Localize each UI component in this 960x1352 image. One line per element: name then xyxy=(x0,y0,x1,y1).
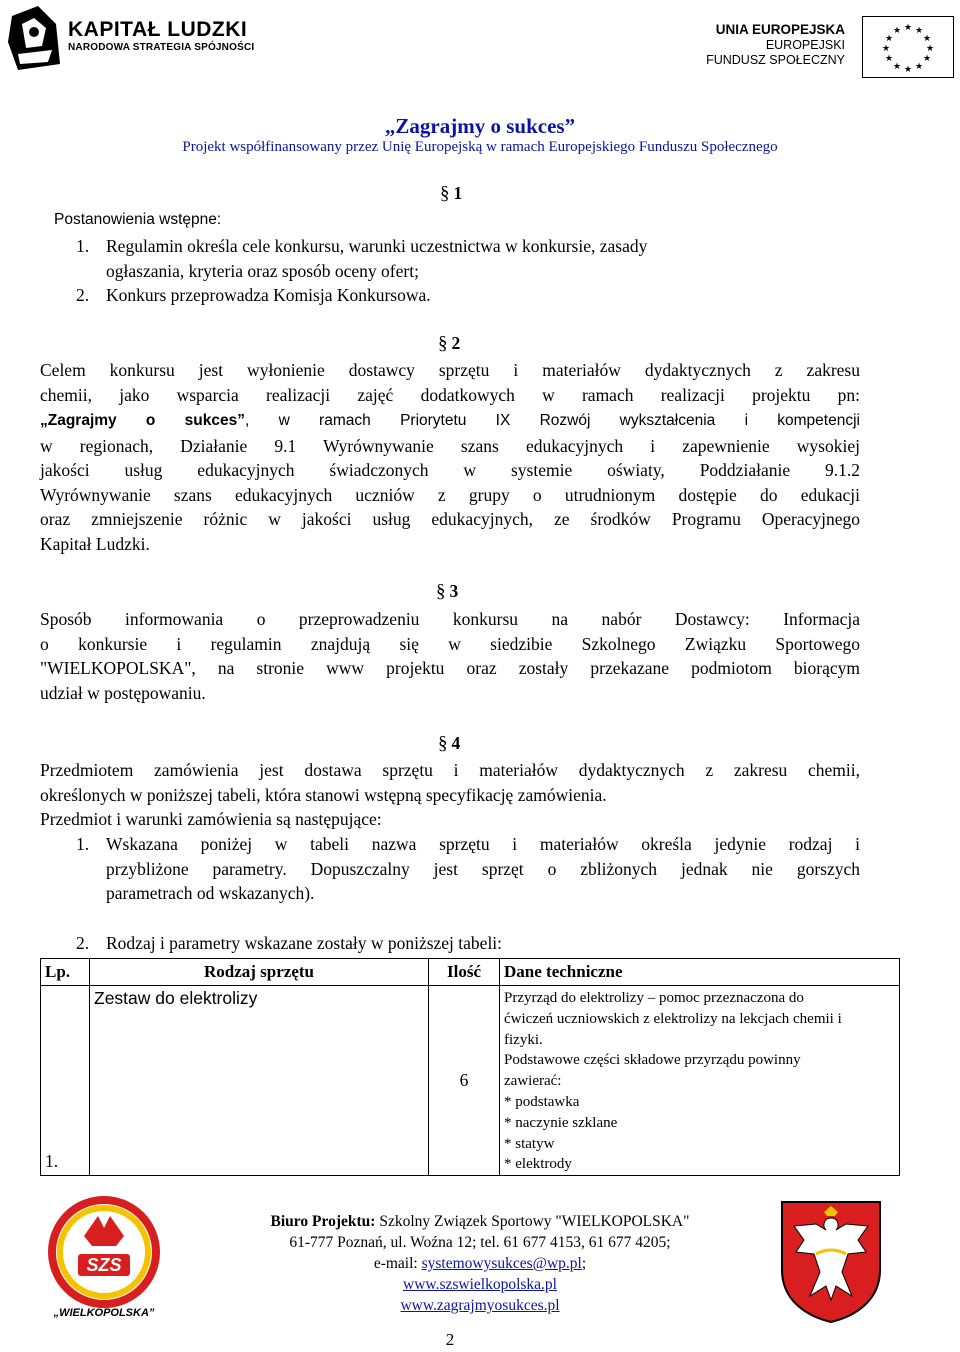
svg-text:★: ★ xyxy=(892,26,902,36)
eu-line-3: FUNDUSZ SPOŁECZNY xyxy=(706,53,845,67)
footer-web-1 xyxy=(200,1276,760,1295)
svg-text:★: ★ xyxy=(892,62,902,72)
kapital-ludzki-emblem-icon xyxy=(8,6,60,70)
kapital-ludzki-title: KAPITAŁ LUDZKI xyxy=(68,18,248,41)
header-lp: Lp. xyxy=(41,959,90,986)
page-number: 2 xyxy=(445,1330,455,1349)
footer-email: e-mail: systemowysukces@wp.pl; xyxy=(373,1255,587,1272)
email-link[interactable]: systemowysukces@wp.pl xyxy=(421,1255,582,1272)
section-4-heading: § 4 xyxy=(438,733,461,754)
eu-flag-icon xyxy=(862,16,954,78)
header-name: Rodzaj sprzętu xyxy=(90,959,429,986)
footer-address: 61-777 Poznań, ul. Woźna 12; tel. 61 677 4153, 61 677 4205; xyxy=(289,1234,671,1251)
section-1-item-2-text: Konkurs przeprowadza Komisja Konkursowa. xyxy=(106,285,431,305)
row-lp: 1. xyxy=(41,986,90,1176)
svg-text:★: ★ xyxy=(922,34,932,44)
kapital-ludzki-subtitle: NARODOWA STRATEGIA SPÓJNOŚCI xyxy=(68,42,255,53)
eu-line-1: UNIA EUROPEJSKA xyxy=(715,22,845,37)
szs-logo-text: SZS xyxy=(86,1255,122,1275)
footer-web-2 xyxy=(200,1297,760,1316)
equipment-table xyxy=(40,958,900,1176)
svg-text:★: ★ xyxy=(884,54,894,64)
header-tech: Dane techniczne xyxy=(500,959,900,986)
footer-office: Biuro Projektu: Szkolny Związek Sportowy "WIELKOPOLSKA" xyxy=(270,1213,690,1230)
eu-line-2: EUROPEJSKI xyxy=(765,37,845,52)
section-3-heading: § 3 xyxy=(436,581,459,602)
szs-logo-icon xyxy=(46,1196,162,1320)
project-title: „Zagrajmy o sukces” xyxy=(384,114,576,138)
section-4-item-2-num: 2. xyxy=(76,933,90,953)
section-1-item-2-num: 2. xyxy=(76,285,90,305)
section-1-item-1-text: Regulamin określa cele konkursu, warunki uczestnictwa w konkursie, zasady ogłaszania, kryteria oraz sposób oceny ofert; xyxy=(106,236,648,281)
wielkopolska-coat-of-arms-icon xyxy=(780,1200,882,1324)
svg-text:★: ★ xyxy=(903,65,913,75)
section-3-body: Sposób informowania o przeprowadzeniu konkursu na nabór Dostawcy: Informacja o konkursie i regulamin znajdują się w siedzibie Szkolnego Związku Sportowego "WIELKOPOLSKA", na stronie www projektu oraz zostały przekazane podmiotom biorącym udział w postępowaniu. xyxy=(40,609,860,703)
section-2-heading: § 2 xyxy=(438,333,461,354)
szs-logo-caption: „WIELKOPOLSKA” xyxy=(53,1307,155,1319)
project-website-link[interactable]: www.zagrajmyosukces.pl xyxy=(400,1297,560,1314)
header-qty: Ilość xyxy=(429,959,500,986)
section-4-item-1-num: 1. xyxy=(76,834,90,854)
row-qty: 6 xyxy=(429,986,500,1176)
section-1-item-1: 1. xyxy=(76,236,90,256)
project-subtitle: Projekt współfinansowany przez Unię Europejską w ramach Europejskiego Funduszu Społecznego xyxy=(182,139,778,155)
table-row xyxy=(41,986,900,1176)
section-4-item-2-text: Rodzaj i parametry wskazane zostały w poniższej tabeli: xyxy=(106,933,503,953)
section-4-body: Przedmiotem zamówienia jest dostawa sprzętu i materiałów dydaktycznych z zakresu chemii, określonych w poniższej tabeli, która stanowi wstępną specyfikację zamówienia. Przedmiot i warunki zamówienia są następujące: xyxy=(40,760,860,829)
svg-text:★: ★ xyxy=(884,34,894,44)
kapital-ludzki-logo xyxy=(8,6,268,70)
svg-text:★: ★ xyxy=(925,44,935,54)
row-name: Zestaw do elektrolizy xyxy=(90,986,429,1176)
table-header-row xyxy=(41,959,900,986)
svg-text:★: ★ xyxy=(922,54,932,64)
svg-text:★: ★ xyxy=(914,62,924,72)
section-1-intro: Postanowienia wstępne: xyxy=(54,211,222,228)
svg-text:★: ★ xyxy=(903,23,913,33)
szs-website-link[interactable]: www.szswielkopolska.pl xyxy=(403,1276,557,1293)
svg-text:★: ★ xyxy=(914,26,924,36)
svg-text:★: ★ xyxy=(881,44,891,54)
section-2-body: Celem konkursu jest wyłonienie dostawcy sprzętu i materiałów dydaktycznych z zakresu chemii, jako wsparcia realizacji zajęć dodatkowych w ramach realizacji projektu pn: „Zagrajmy o sukces”, w ramach Priorytetu IX Rozwój wykształcenia i kompetencji w regionach, Działanie 9.1 Wyrównywanie szans edukacyjnych i zapewnienie wysokiej jakości usług edukacyjnych świadczonych w systemie oświaty, Poddziałanie 9.1.2 Wyrównywanie szans edukacyjnych uczniów z grupy o utrudnionym dostępie do edukacji oraz zmniejszenie różnic w jakości usług edukacyjnych, ze środków Programu Operacyjnego Kapitał Ludzki. xyxy=(40,360,860,554)
row-tech: Przyrząd do elektrolizy – pomoc przeznaczona do ćwiczeń uczniowskich z elektrolizy na lekcjach chemii i fizyki. Podstawowe części składowe przyrządu powinny zawierać: * podstawka * naczynie szklane * statyw * elektrody xyxy=(500,986,900,1176)
section-4-item-1-text: Wskazana poniżej w tabeli nazwa sprzętu i materiałów określa jedynie rodzaj i przybliżone parametry. Dopuszczalny jest sprzęt o zbliżonych jednak nie gorszych parametrach od wskazanych). xyxy=(106,834,860,903)
section-1-heading: § 1 xyxy=(440,183,463,204)
project-name-inline: „Zagrajmy o sukces” xyxy=(40,412,245,429)
eu-fund-label xyxy=(706,22,845,69)
